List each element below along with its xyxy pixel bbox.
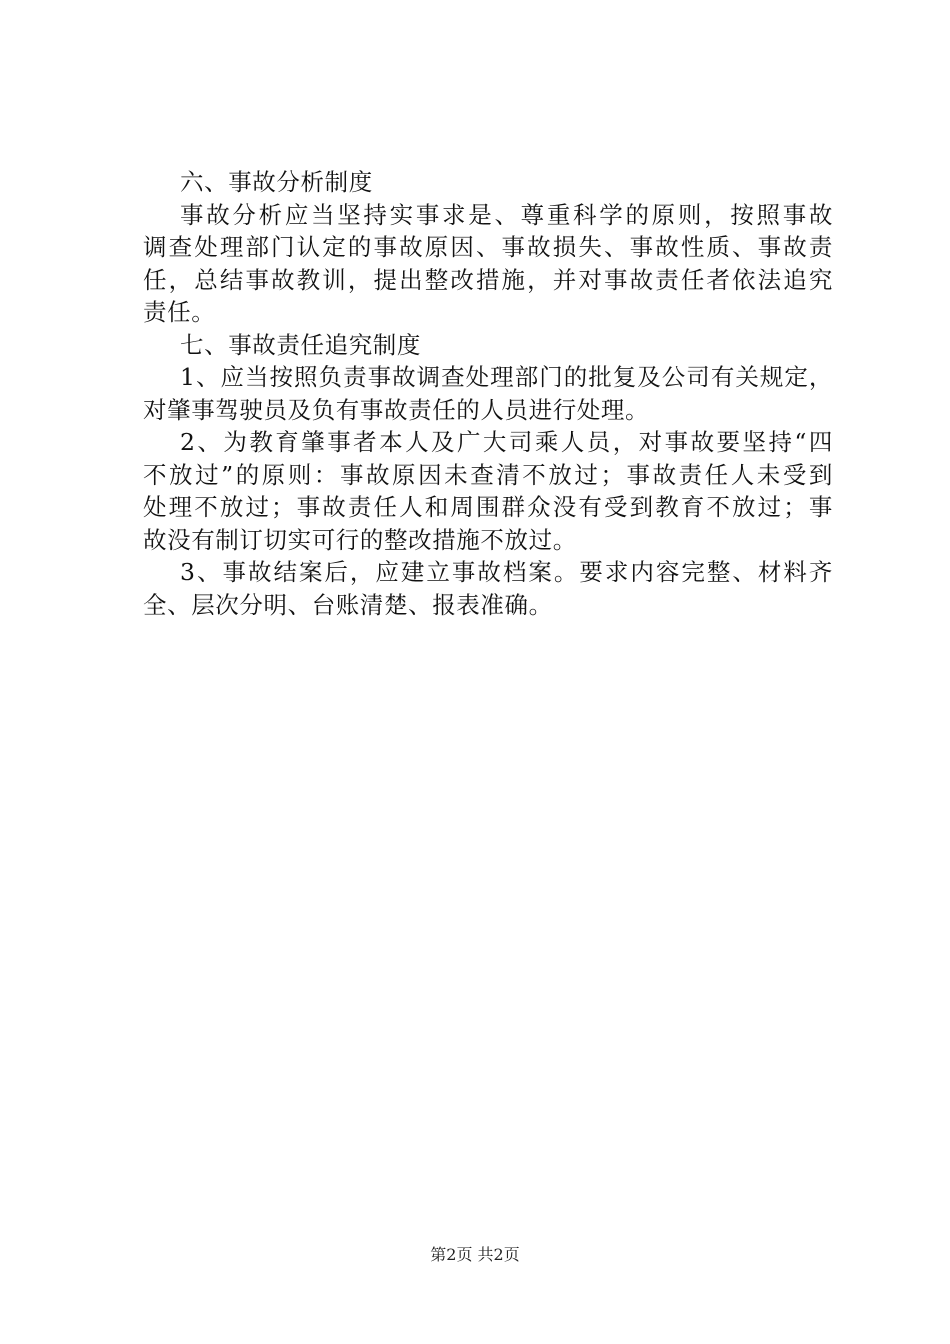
list-item-2-line: 不放过”的原则：事故原因未查清不放过；事故责任人未受到 [143, 460, 833, 489]
page-number-footer: 第2页 共2页 [430, 1245, 520, 1264]
list-item-1-line: 对肇事驾驶员及负有事故责任的人员进行处理。 [143, 395, 650, 424]
list-item-2-line: 处理不放过；事故责任人和周围群众没有受到教育不放过；事 [143, 493, 833, 521]
list-item-3-line: 3、事故结案后，应建立事故档案。要求内容完整、材料齐 [180, 558, 833, 586]
paragraph-line: 任，总结事故教训，提出整改措施，并对事故责任者依法追究 [143, 265, 833, 294]
document-body [143, 166, 833, 621]
list-item-3-line: 全、层次分明、台账清楚、报表准确。 [143, 590, 553, 619]
section-heading-accountability: 七、事故责任追究制度 [180, 330, 421, 359]
paragraph-line: 事故分析应当坚持实事求是、尊重科学的原则，按照事故 [180, 200, 833, 229]
paragraph-line: 调查处理部门认定的事故原因、事故损失、事故性质、事故责 [143, 233, 833, 261]
section-heading-accident-analysis: 六、事故分析制度 [180, 168, 373, 196]
list-item-2-line: 故没有制订切实可行的整改措施不放过。 [143, 525, 577, 554]
list-item-2-line: 2、为教育肇事者本人及广大司乘人员，对事故要坚持“四 [180, 428, 833, 456]
list-item-1-line: 1、应当按照负责事故调查处理部门的批复及公司有关规定， [180, 363, 833, 391]
paragraph-line: 责任。 [143, 298, 216, 326]
